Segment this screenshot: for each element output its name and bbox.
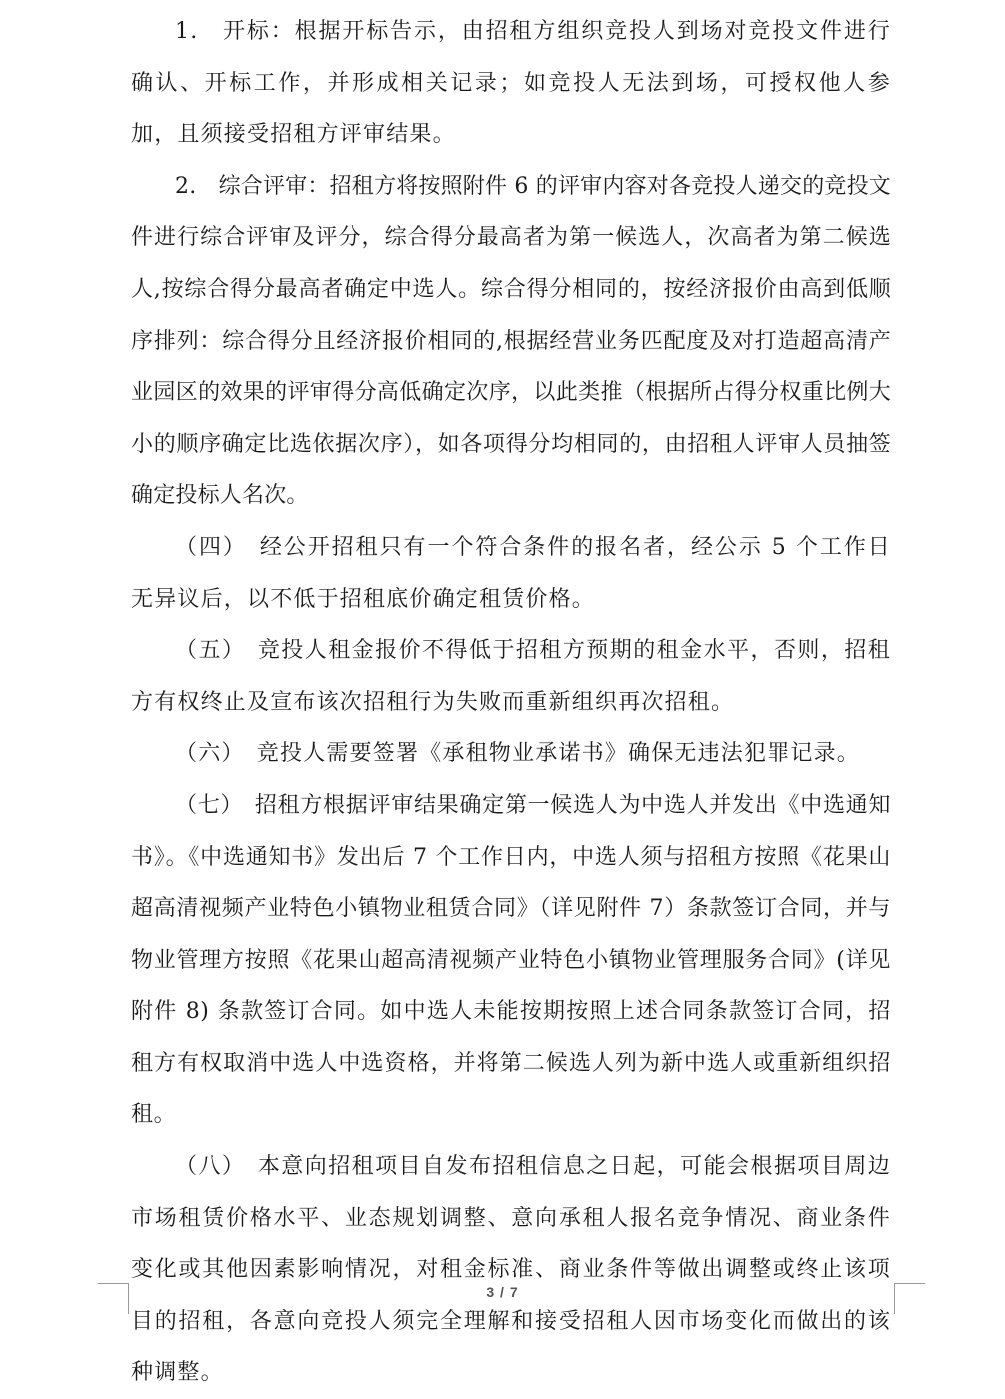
paragraph-section-5: （五） 竞投人租金报价不得低于招租方预期的租金水平，否则，招租方有权终止及宣布该次招租行为失败而重新组织再次招租。 (131, 638, 891, 715)
paragraph-section-8: （八） 本意向招租项目自发布招租信息之日起，可能会根据项目周边市场租赁价格水平、业态规划调整、意向承租人报名竞争情况、商业条件变化或其他因素影响情况，对租金标准、商业条件等做出调整或终止该项目的招租，各意向竞投人须完全理解和接受招租人因市场变化而做出的该种调整。 (131, 1154, 891, 1386)
paragraph-section-6: （六） 竞投人需要签署《承租物业承诺书》确保无违法犯罪记录。 (175, 741, 861, 767)
document-body (131, 6, 891, 1399)
paragraph-section-7: （七） 招租方根据评审结果确定第一候选人为中选人并发出《中选通知书》。《中选通知书》发出后 7 个工作日内，中选人须与招租方按照《花果山超高清视频产业特色小镇物业租赁合同》（详见附件 7）条款签订合同，并与物业管理方按照《花果山超高清视频产业特色小镇物业管理服务合同》(详见附件 8) 条款签订合同。如中选人未能按期按照上述合同条款签订合同，招租方有权取消中选人中选资格，并将第二候选人列为新中选人或重新组织招租。 (131, 792, 891, 1128)
paragraph-opening: 1. 开标：根据开标告示，由招租方组织竞投人到场对竞投文件进行确认、开标工作，并形成相关记录；如竞投人无法到场，可授权他人参加，且须接受招租方评审结果。 (131, 19, 891, 148)
paragraph-section-4: （四） 经公开招租只有一个符合条件的报名者，经公示 5 个工作日无异议后，以不低于招租底价确定租赁价格。 (131, 534, 891, 612)
paragraph-comprehensive-review: 2. 综合评审：招租方将按照附件 6 的评审内容对各竞投人递交的竞投文件进行综合评审及评分，综合得分最高者为第一候选人，次高者为第二候选人,按综合得分最高者确定中选人。综合得分相同的，按经济报价由高到低顺序排列：综合得分且经济报价相同的,根据经营业务匹配度及对打造超高清产业园区的效果的评审得分高低确定次序，以此类推（根据所占得分权重比例大小的顺序确定比选依据次序），如各项得分均相同的，由招租人评审人员抽签确定投标人名次。 (131, 173, 891, 509)
page-number: 3 / 7 (486, 1284, 519, 1300)
